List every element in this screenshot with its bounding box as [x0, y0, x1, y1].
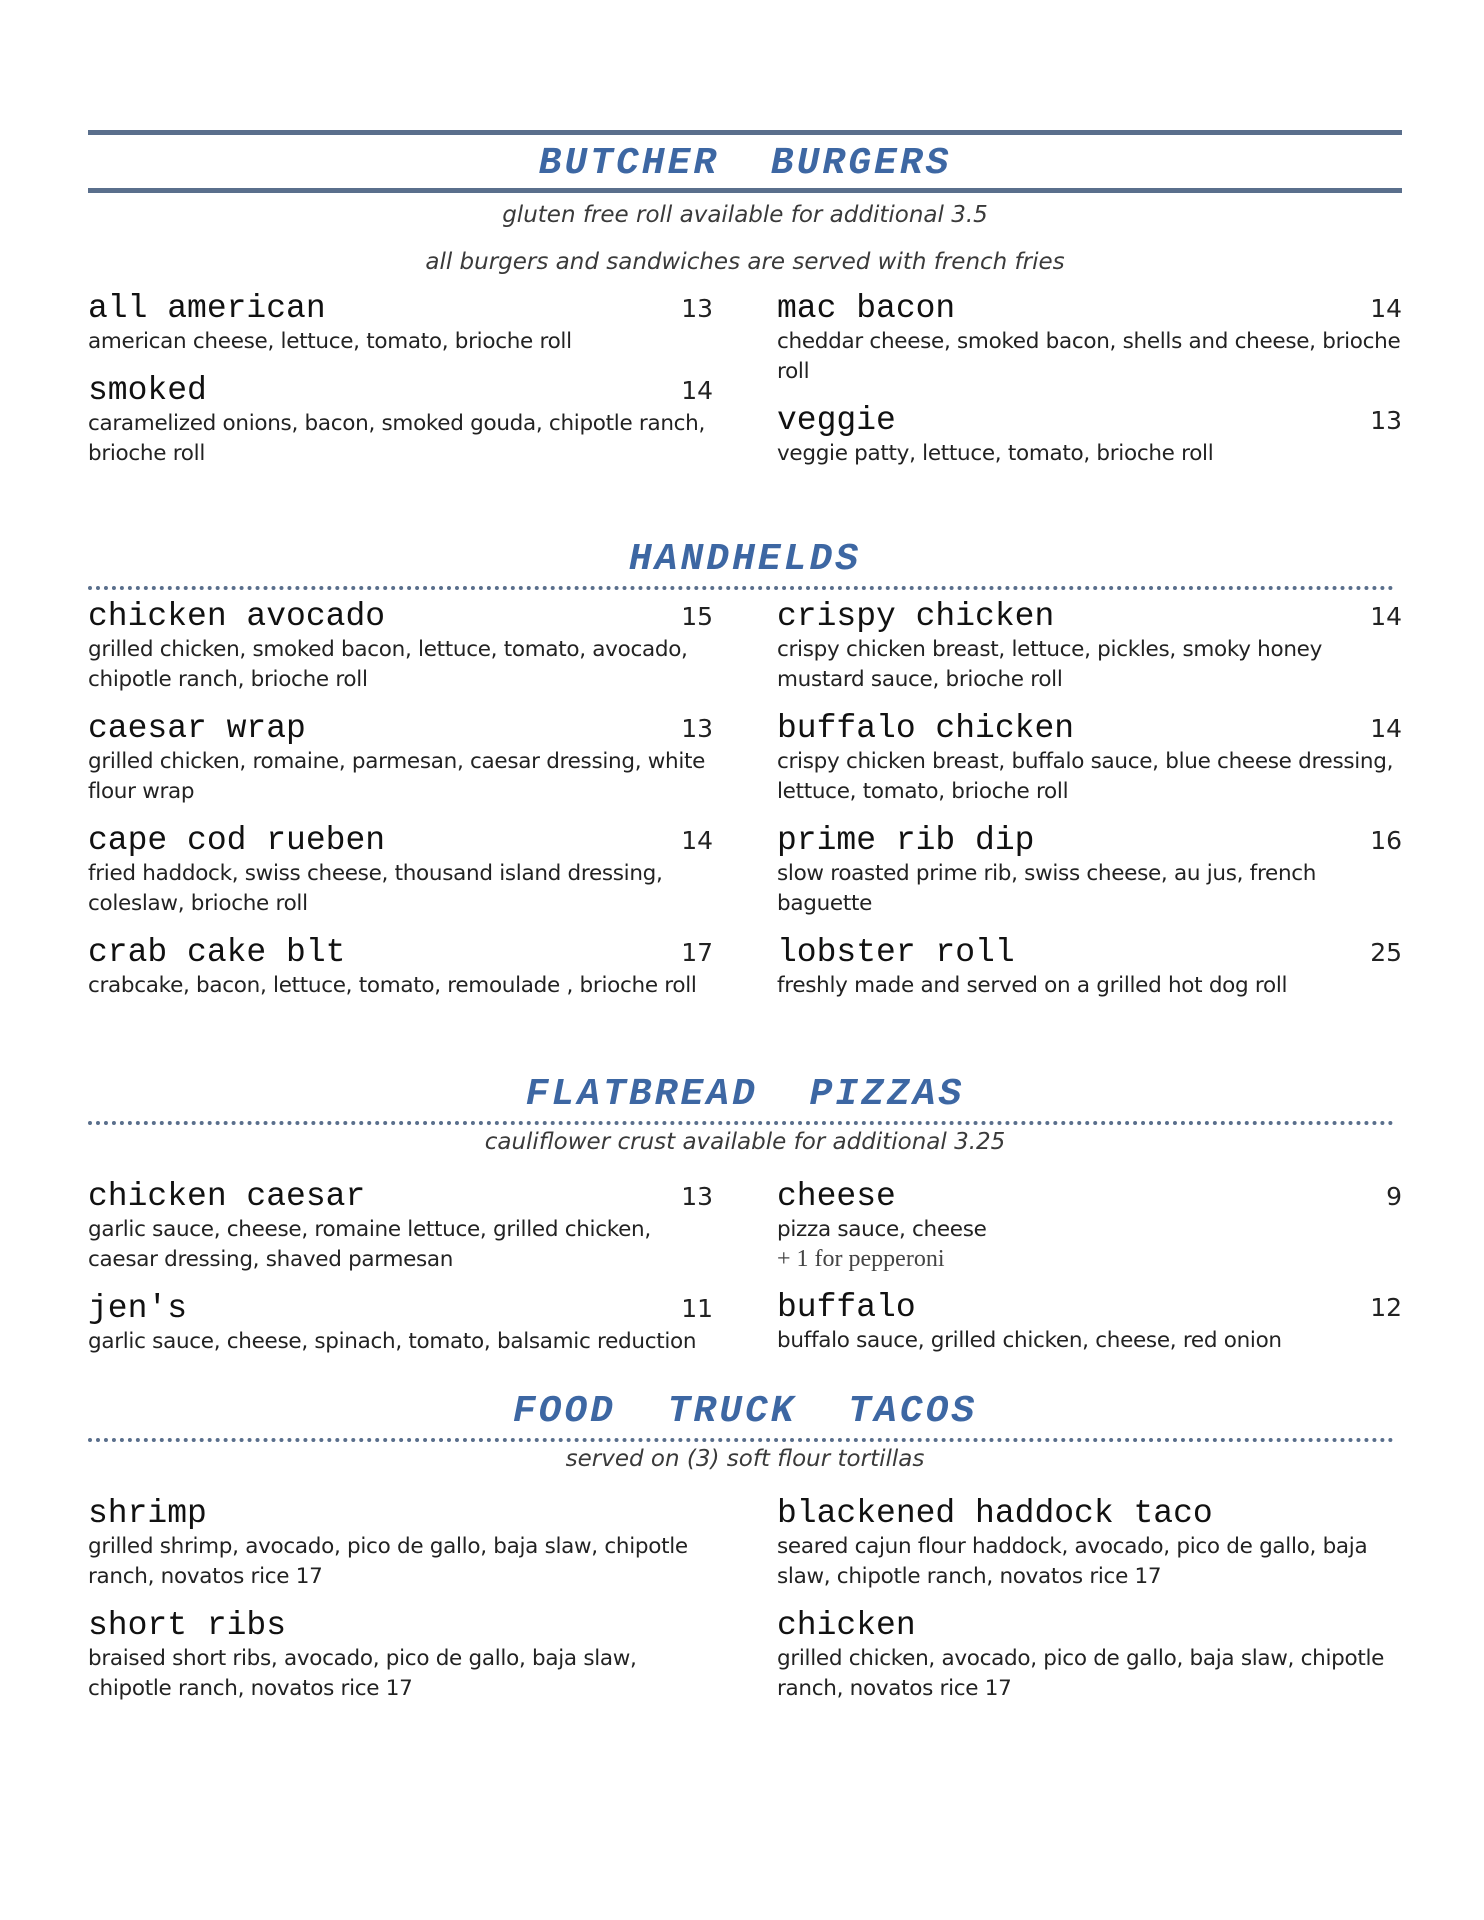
item-name: short ribs — [88, 1607, 287, 1644]
item-name: blackened haddock taco — [777, 1495, 1213, 1532]
handhelds-left-column — [88, 599, 713, 1017]
item-price: 14 — [1370, 602, 1402, 631]
burgers-note-gluten-free: gluten free roll available for additional 3.5 — [502, 202, 988, 228]
item-name: mac bacon — [777, 290, 956, 327]
item-price: 16 — [1370, 826, 1402, 855]
flatbreads-right-column — [777, 1179, 1402, 1373]
tacos-left-column — [88, 1496, 713, 1720]
item-price: 13 — [1370, 406, 1402, 435]
burgers-left-column — [88, 291, 713, 485]
handhelds-section — [88, 538, 1402, 1017]
item-name: veggie — [777, 402, 896, 439]
menu-item — [88, 1291, 713, 1357]
item-description: grilled chicken, smoked bacon, lettuce, tomato, avocado, chipotle ranch, brioche roll — [88, 637, 688, 692]
item-name: prime rib dip — [777, 822, 1035, 859]
menu-item — [777, 1290, 1402, 1356]
item-description: buffalo sauce, grilled chicken, cheese, red onion — [777, 1328, 1282, 1353]
menu-item — [88, 373, 713, 469]
item-name: shrimp — [88, 1495, 207, 1532]
item-name: caesar wrap — [88, 710, 306, 747]
burgers-right-column — [777, 291, 1402, 485]
item-description: veggie patty, lettuce, tomato, brioche roll — [777, 441, 1214, 466]
item-description: fried haddock, swiss cheese, thousand island dressing, coleslaw, brioche roll — [88, 861, 663, 916]
item-name: crab cake blt — [88, 934, 346, 971]
item-description: freshly made and served on a grilled hot dog roll — [777, 973, 1288, 998]
tacos-right-column — [777, 1496, 1402, 1720]
item-price: 15 — [681, 602, 713, 631]
menu-item — [88, 711, 713, 807]
item-description: seared cajun flour haddock, avocado, pico de gallo, baja slaw, chipotle ranch, novatos rice 17 — [777, 1534, 1368, 1589]
item-price: 13 — [681, 1182, 713, 1211]
menu-item — [777, 935, 1402, 1001]
menu-item — [88, 935, 713, 1001]
item-name: chicken caesar — [88, 1178, 366, 1215]
menu-item — [777, 711, 1402, 807]
item-price: 14 — [1370, 714, 1402, 743]
item-price: 14 — [681, 376, 713, 405]
item-name: jen's — [88, 1290, 188, 1327]
item-name: buffalo chicken — [777, 710, 1075, 747]
item-name: chicken avocado — [88, 598, 386, 635]
item-name: smoked — [88, 372, 207, 409]
menu-item — [777, 599, 1402, 695]
item-price: 13 — [681, 714, 713, 743]
item-description: slow roasted prime rib, swiss cheese, au jus, french baguette — [777, 861, 1317, 916]
flatbreads-title: FLATBREAD PIZZAS — [525, 1073, 965, 1116]
handhelds-title: HANDHELDS — [628, 538, 862, 581]
item-description: cheddar cheese, smoked bacon, shells and cheese, brioche roll — [777, 329, 1401, 384]
menu-item — [88, 1496, 713, 1592]
item-name: cape cod rueben — [88, 822, 386, 859]
handhelds-right-column — [777, 599, 1402, 1017]
burgers-top-rule — [88, 130, 1402, 135]
tacos-columns — [88, 1496, 1402, 1720]
flatbreads-section — [88, 1073, 1402, 1373]
menu-item — [777, 1608, 1402, 1704]
tacos-note: served on (3) soft flour tortillas — [565, 1446, 925, 1472]
item-price: 14 — [1370, 294, 1402, 323]
item-description: grilled chicken, avocado, pico de gallo, baja slaw, chipotle ranch, novatos rice 17 — [777, 1646, 1385, 1701]
item-addon-note: + 1 for pepperoni — [777, 1246, 945, 1272]
menu-item — [88, 1608, 713, 1704]
menu-item — [777, 291, 1402, 387]
item-description: caramelized onions, bacon, smoked gouda, chipotle ranch, brioche roll — [88, 411, 706, 466]
item-description: garlic sauce, cheese, romaine lettuce, grilled chicken, caesar dressing, shaved parmesan — [88, 1217, 651, 1272]
item-description: braised short ribs, avocado, pico de gallo, baja slaw, chipotle ranch, novatos rice 17 — [88, 1646, 637, 1701]
handhelds-dotted-rule — [88, 586, 1394, 590]
item-price: 25 — [1370, 938, 1402, 967]
burgers-note-fries: all burgers and sandwiches are served with french fries — [425, 249, 1065, 275]
item-name: chicken — [777, 1607, 916, 1644]
item-price: 12 — [1370, 1293, 1402, 1322]
item-name: cheese — [777, 1178, 896, 1215]
item-price: 9 — [1386, 1182, 1402, 1211]
item-price: 13 — [681, 294, 713, 323]
tacos-title: FOOD TRUCK TACOS — [512, 1390, 978, 1433]
item-name: all american — [88, 290, 326, 327]
item-name: lobster roll — [777, 934, 1015, 971]
flatbreads-note: cauliflower crust available for additional 3.25 — [484, 1129, 1006, 1155]
menu-item — [88, 291, 713, 357]
item-price: 11 — [681, 1294, 713, 1323]
item-description: grilled chicken, romaine, parmesan, caesar dressing, white flour wrap — [88, 749, 706, 804]
item-description: american cheese, lettuce, tomato, brioche roll — [88, 329, 572, 354]
menu-item — [777, 1496, 1402, 1592]
item-description: garlic sauce, cheese, spinach, tomato, balsamic reduction — [88, 1329, 697, 1354]
menu-item — [88, 1179, 713, 1275]
burgers-columns — [88, 291, 1402, 485]
item-name: crispy chicken — [777, 598, 1055, 635]
menu-item — [88, 599, 713, 695]
item-description: pizza sauce, cheese — [777, 1217, 987, 1242]
menu-item — [777, 823, 1402, 919]
burgers-bottom-rule — [88, 188, 1402, 193]
burgers-section — [88, 130, 1402, 485]
item-price: 14 — [681, 826, 713, 855]
item-description: grilled shrimp, avocado, pico de gallo, baja slaw, chipotle ranch, novatos rice 17 — [88, 1534, 688, 1589]
tacos-dotted-rule — [88, 1438, 1394, 1442]
burgers-title: BUTCHER BURGERS — [538, 142, 952, 185]
menu-item — [777, 1179, 1402, 1274]
handhelds-columns — [88, 599, 1402, 1017]
item-name: buffalo — [777, 1289, 916, 1326]
flatbreads-dotted-rule — [88, 1121, 1394, 1125]
menu-item — [777, 403, 1402, 469]
flatbreads-left-column — [88, 1179, 713, 1373]
tacos-section — [88, 1390, 1402, 1720]
flatbreads-columns — [88, 1179, 1402, 1373]
item-description: crispy chicken breast, lettuce, pickles, smoky honey mustard sauce, brioche roll — [777, 637, 1323, 692]
item-description: crispy chicken breast, buffalo sauce, blue cheese dressing, lettuce, tomato, brioche roll — [777, 749, 1394, 804]
item-description: crabcake, bacon, lettuce, tomato, remoulade , brioche roll — [88, 973, 697, 998]
menu-item — [88, 823, 713, 919]
item-price: 17 — [681, 938, 713, 967]
